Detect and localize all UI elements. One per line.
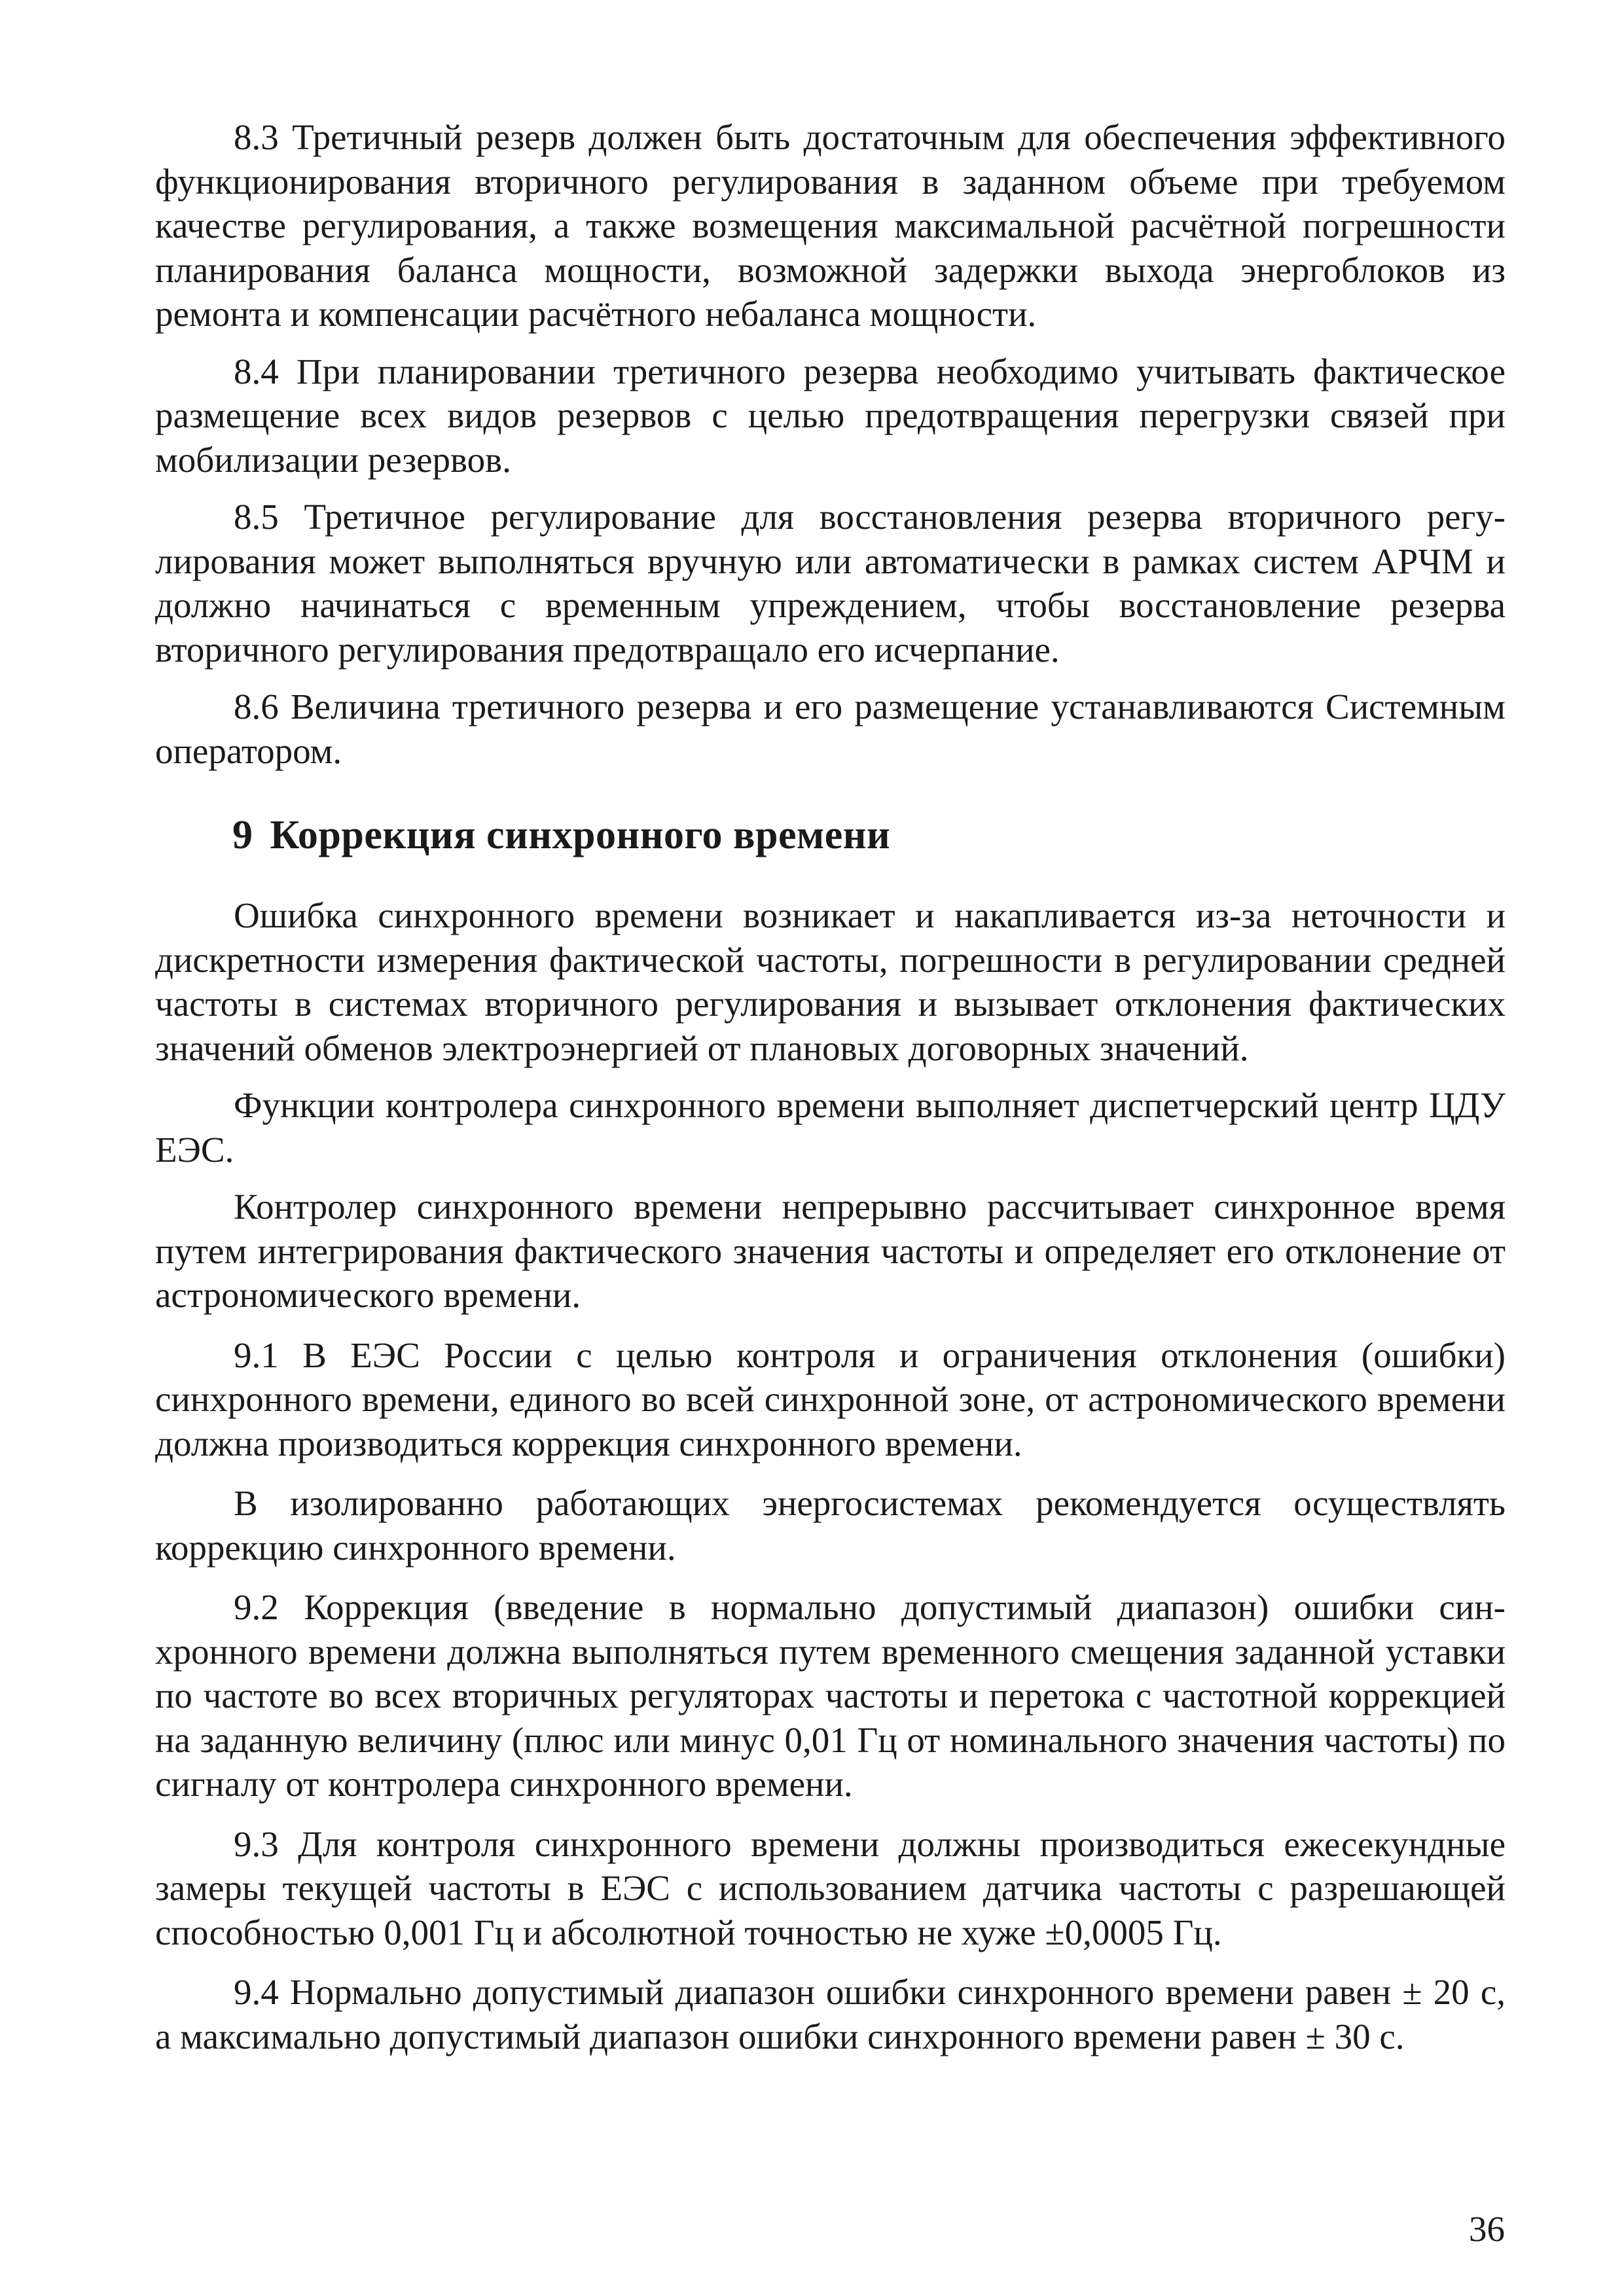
paragraph-8-6: 8.6 Величина третичного резерва и его размещение устанавливаются Системным оператором.: [155, 687, 1506, 771]
paragraph-9-3: 9.3 Для контроля синхронного времени должны производиться ежесекундные замеры текущей частоты в ЕЭС с использованием датчика частоты с разрешающей способностью 0,001 Гц и абсолютной точностью не хуже ±0,0005 Гц.: [155, 1823, 1506, 1952]
page-number: 36: [1469, 2209, 1505, 2249]
paragraph-9-intro-2: Функции контролера синхронного времени выполняет диспетчерский центр ЦДУ ЕЭС.: [155, 1085, 1506, 1170]
paragraph-8-3: 8.3 Третичный резерв должен быть достаточным для обеспечения эффективного функционирования вторичного регулирования в заданном объеме при требуемом качестве регулирования, а также возмещения максимальной расчётной погрешности планирования баланса мощности, возможной задержки выхода энергоблоков из ремонта и компенсации расчётного небаланса мощности.: [155, 117, 1506, 334]
paragraph-9-intro-3: Контролер синхронного времени непрерывно рассчитывает синхронное время путем интегрирования фактического значения частоты и определяет его отклонение от астрономического времени.: [155, 1187, 1506, 1315]
section-title: Коррекция синхронного времени: [270, 813, 891, 857]
paragraph-8-4: 8.4 При планировании третичного резерва необходимо учитывать фактическое размещение всех видов резервов с целью предотвращения перегрузки связей при мобилизации резервов.: [155, 351, 1506, 480]
paragraph-8-5: 8.5 Третичное регулирование для восстановления резерва вторичного регулирования может выполняться вручную или автоматически в рамках систем АРЧМ и должно начинаться с временным упреждением, чтобы восстановление резерва вторичного регулирования предотвращало его исчерпание.: [155, 497, 1506, 670]
paragraph-9-4: 9.4 Нормально допустимый диапазон ошибки синхронного времени равен ± 20 с, а максимально допустимый диапазон ошибки синхронного времени равен ± 30 с.: [155, 1972, 1506, 2056]
paragraph-9-1: 9.1 В ЕЭС России с целью контроля и ограничения отклонения (ошибки) синхронного времени, единого во всей синхронной зоне, от астрономического времени должна производиться коррекция синхронного времени.: [155, 1335, 1506, 1463]
paragraph-9-2: 9.2 Коррекция (введение в нормально допустимый диапазон) ошибки синхронного времени должна выполняться путем временного смещения заданной уставки по частоте во всех вторичных регуляторах частоты и перетока с частотной коррекцией на заданную величину (плюс или минус 0,01 Гц от номинального значения частоты) по сигналу от контролера синхронного времени.: [155, 1587, 1506, 1804]
paragraph-9-1-b: В изолированно работающих энергосистемах рекомендуется осуществлять коррекцию синхронного времени.: [155, 1483, 1506, 1568]
section-heading: [155, 811, 1506, 859]
paragraph-9-intro-1: Ошибка синхронного времени возникает и накапливается из-за неточности и дискретности измерения фактической частоты, погрешности в регулировании средней частоты в системах вторичного регулирования и вызывает отклонения фактических значений обменов электроэнергией от плановых договорных значений.: [155, 895, 1506, 1068]
document-page: [155, 115, 1506, 2058]
section-number: 9: [232, 813, 253, 857]
